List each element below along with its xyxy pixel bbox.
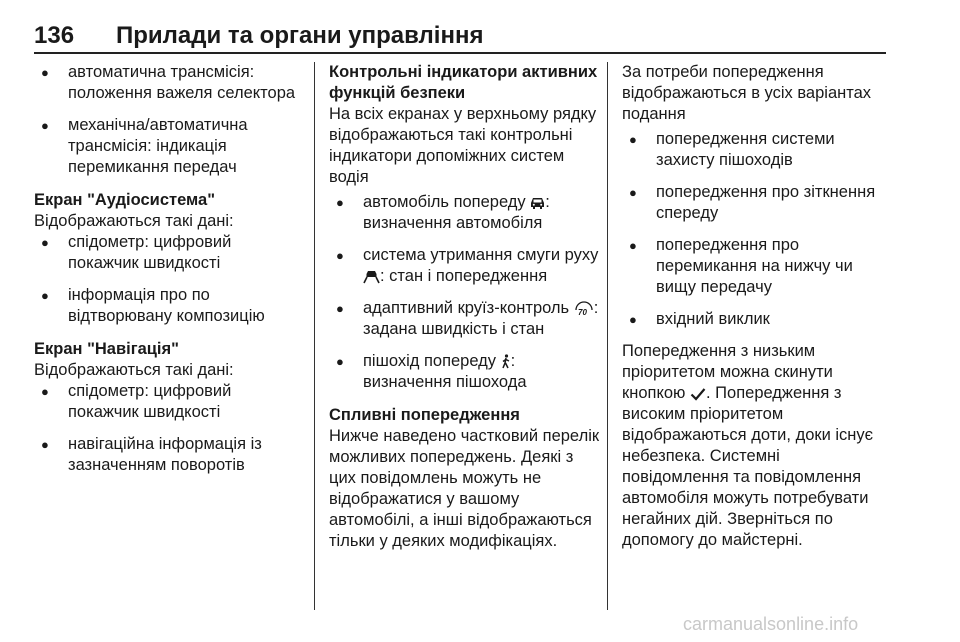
safety-indicators-list	[329, 192, 601, 393]
priority-text	[622, 341, 890, 551]
page-title: Прилади та органи управління	[116, 22, 484, 49]
column-divider	[607, 62, 608, 610]
list-item-text: пішохід попереду	[363, 352, 497, 370]
safety-indicators-heading: Контрольні індикатори активних функцій безпеки	[329, 63, 598, 102]
navigation-list	[34, 381, 306, 476]
list-item	[329, 192, 601, 234]
list-item: ● спідометр: цифровий покажчик швидкості	[34, 232, 306, 274]
list-item	[329, 245, 601, 287]
column-1	[34, 62, 306, 488]
list-item-text: автомобіль попереду	[363, 193, 526, 211]
priority-text-part: . Попередження з високим пріоритетом відображаються доти, доки існує небезпека. Системні повідомлення та повідомлення автомобіля можуть потребувати негайних дій. Зверніться по допомогу до майстерні.	[622, 384, 874, 549]
list-item: ● попередження про перемикання на нижчу чи вищу передачу	[622, 235, 890, 298]
pedestrian-icon	[501, 354, 511, 369]
list-item-text: : задана швидкість і стан	[363, 299, 599, 338]
list-item: ● попередження системи захисту пішоходів	[622, 129, 890, 171]
adaptive-cruise-icon	[574, 301, 594, 316]
priority-text-part: Попередження з низьким пріоритетом можна скинути кнопкою	[622, 342, 833, 402]
column-divider	[314, 62, 315, 610]
header-rule	[34, 52, 886, 54]
list-item	[329, 298, 601, 340]
column-3	[622, 62, 890, 551]
list-item-text: : визначення автомобіля	[363, 193, 550, 232]
list-item	[329, 351, 601, 393]
list-item: ● автоматична трансмісія: положення важеля селектора	[34, 62, 306, 104]
popup-warnings-text: Нижче наведено частковий перелік можливих попереджень. Деякі з цих повідомлень можуть не відображатися у вашому автомобілі, а інші відображаються тільки у деяких модифікаціях.	[329, 427, 600, 550]
list-item: ● механічна/автоматична трансмісія: індикація перемикання передач	[34, 115, 306, 178]
checkmark-icon	[690, 387, 706, 401]
list-item-text: : стан і попередження	[380, 267, 548, 285]
page-header	[34, 22, 886, 56]
audio-intro: Відображаються такі дані:	[34, 212, 234, 230]
list-item: ● попередження про зіткнення спереду	[622, 182, 890, 224]
list-item: ● вхідний виклик	[622, 309, 890, 330]
watermark: carmanualsonline.info	[683, 614, 859, 634]
list-item: ● спідометр: цифровий покажчик швидкості	[34, 381, 306, 423]
svg-text:70: 70	[577, 308, 587, 316]
safety-indicators-intro: На всіх екранах у верхньому рядку відображаються такі контрольні індикатори допоміжних систем водія	[329, 105, 597, 186]
list-item-text: адаптивний круїз-контроль	[363, 299, 570, 317]
navigation-heading: Екран "Навігація"	[34, 340, 179, 358]
audio-heading: Екран "Аудіосистема"	[34, 191, 216, 209]
page-number: 136	[34, 22, 75, 49]
list-item-text: : визначення пішохода	[363, 352, 527, 391]
transmission-list	[34, 62, 306, 178]
popup-warnings-heading: Спливні попередження	[329, 406, 520, 424]
column-2	[329, 62, 601, 552]
car-ahead-icon	[530, 196, 545, 210]
navigation-intro: Відображаються такі дані:	[34, 361, 234, 379]
lane-keep-icon	[363, 269, 380, 284]
list-item: ● інформація про по відтворювану композицію	[34, 285, 306, 327]
audio-list	[34, 232, 306, 327]
warnings-intro: За потреби попередження відображаються в усіх варіантах подання	[622, 63, 872, 123]
list-item: ● навігаційна інформація із зазначенням поворотів	[34, 434, 306, 476]
warnings-list	[622, 129, 890, 330]
list-item-text: система утримання смуги руху	[363, 246, 599, 264]
